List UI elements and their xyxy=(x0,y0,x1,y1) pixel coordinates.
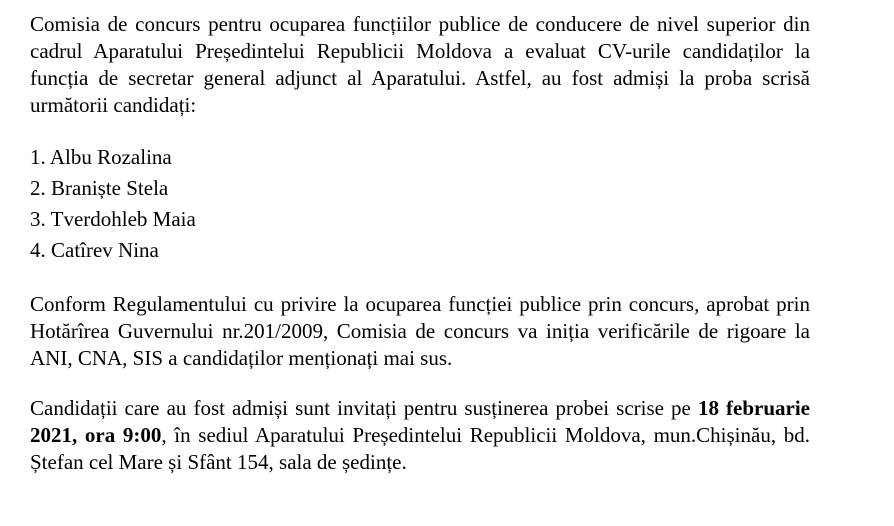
spacer xyxy=(30,266,810,291)
list-item: 1. Albu Rozalina xyxy=(30,145,172,169)
document-page xyxy=(30,11,810,476)
candidate-list xyxy=(30,142,810,266)
spacer xyxy=(30,372,810,395)
invitation-location: , în sediul Aparatului Președintelui Republicii Moldova, mun.Chișinău, bd. Ștefan cel Mare și Sfânt 154, sala de ședințe. xyxy=(30,423,810,474)
list-item: 2. Braniște Stela xyxy=(30,176,169,200)
spacer xyxy=(30,119,810,142)
regulation-paragraph: Conform Regulamentului cu privire la ocuparea funcției publice prin concurs, aprobat prin Hotărîrea Guvernului nr.201/2009, Comisia de concurs va iniția verificările de rigoare la ANI, CNA, SIS a candidaților menționați mai sus. xyxy=(30,292,810,370)
list-item: 3. Tverdohleb Maia xyxy=(30,207,196,231)
list-item: 4. Catîrev Nina xyxy=(30,238,159,262)
invitation-intro: Candidații care au fost admiși sunt invitați pentru susținerea probei scrise pe xyxy=(30,396,698,420)
exam-date-time: 18 februarie 2021, ora 9:00 xyxy=(30,396,810,447)
invitation-paragraph xyxy=(30,395,810,476)
intro-paragraph: Comisia de concurs pentru ocuparea funcțiilor publice de conducere de nivel superior din cadrul Aparatului Președintelui Republicii Moldova a evaluat CV-urile candidaților la funcția de secretar general adjunct al Aparatului. Astfel, au fost admiși la proba scrisă următorii candidați: xyxy=(30,12,810,117)
